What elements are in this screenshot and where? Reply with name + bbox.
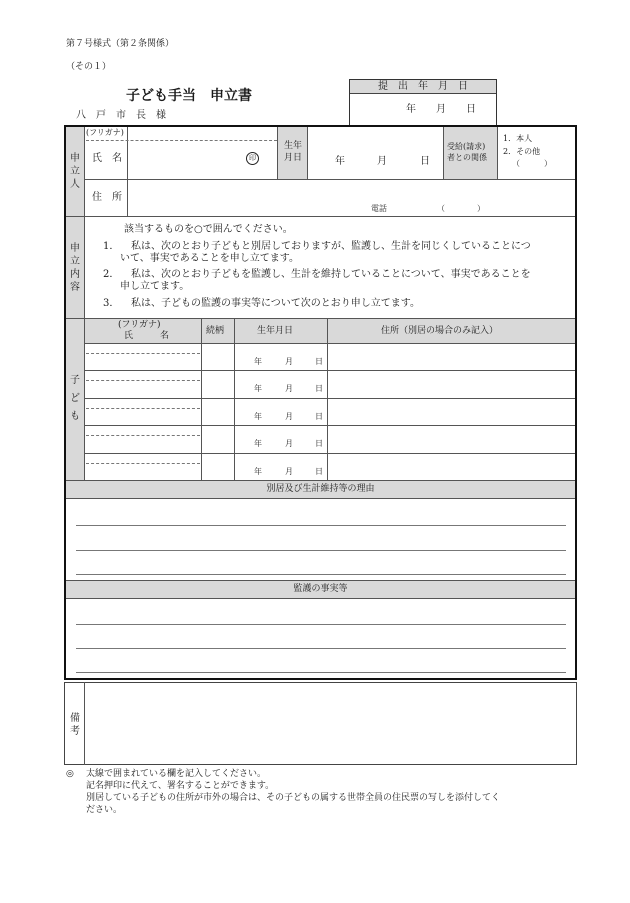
reason-line-2[interactable] [76, 550, 566, 551]
child-dob-day: 日 [315, 384, 323, 394]
dob-month: 月 [377, 156, 387, 167]
phone-label: 電話 [371, 204, 387, 213]
reason-line-1[interactable] [76, 525, 566, 526]
child-address-field[interactable] [328, 426, 574, 451]
child-dob-month: 月 [285, 357, 293, 366]
custody-line-3[interactable] [76, 672, 566, 673]
declaration-item-2-cont: 申し立てます。 [120, 281, 190, 292]
relation-label-1: 受給(請求) [447, 142, 486, 151]
child-name-field[interactable] [86, 426, 200, 451]
note-line-3: 別居している子どもの住所が市外の場合は、その子どもの属する世帯全員の住民票の写しを添付してく [86, 793, 501, 803]
child-dob-year: 年 [254, 439, 262, 449]
custody-line-1[interactable] [76, 624, 566, 625]
seal-mark: 印 [246, 152, 259, 165]
children-col-relation: 続柄 [206, 326, 225, 336]
declaration-section-label: 申立内容 [70, 243, 80, 293]
submission-date-box [349, 79, 497, 126]
child-name-field[interactable] [86, 454, 200, 479]
note-line-4: ださい。 [86, 805, 123, 815]
child-dob-day: 日 [315, 439, 323, 449]
child-name-field[interactable] [86, 371, 200, 396]
child-address-field[interactable] [328, 344, 574, 369]
applicant-section-label: 申立人 [70, 153, 80, 190]
children-col-furigana: (フリガナ) [118, 320, 161, 330]
remarks-label: 備考 [70, 713, 80, 737]
form-number: 第７号様式（第２条関係） [66, 39, 175, 49]
note-line-2: 記名押印に代えて、署名することができます。 [86, 781, 275, 791]
name-label: 氏 名 [92, 153, 122, 164]
dob-day: 日 [420, 156, 430, 167]
notes-mark: ◎ [66, 769, 74, 779]
declaration-item-1-num[interactable]: 1． [103, 241, 120, 252]
child-dob-year: 年 [254, 357, 262, 366]
dob-year: 年 [335, 156, 345, 167]
child-dob-month: 月 [285, 411, 293, 421]
child-relation-field[interactable] [202, 454, 233, 479]
remarks-field[interactable] [85, 683, 576, 764]
submission-date-field[interactable]: 年 月 日 [406, 104, 476, 115]
address-field[interactable] [128, 180, 574, 215]
child-address-field[interactable] [328, 371, 574, 396]
custody-line-2[interactable] [76, 648, 566, 649]
child-address-field[interactable] [328, 399, 574, 424]
child-name-field[interactable] [86, 344, 200, 369]
child-dob-year: 年 [254, 384, 262, 394]
phone-field[interactable]: （ ） [437, 204, 485, 213]
page-title: 子ども手当 申立書 [126, 88, 252, 104]
dob-field[interactable] [308, 128, 443, 178]
form-part: （その１） [66, 62, 112, 72]
child-dob-year: 年 [254, 411, 262, 421]
children-col-name: 氏 名 [124, 331, 170, 341]
child-dob-month: 月 [285, 466, 293, 476]
declaration-item-3-num[interactable]: 3． [103, 298, 120, 309]
declaration-item-3[interactable]: 私は、子どもの監護の事実等について次のとおり申し立てます。 [131, 298, 420, 309]
child-dob-day: 日 [315, 411, 323, 421]
note-line-1: 太線で囲まれている欄を記入してください。 [86, 769, 267, 779]
child-dob-day: 日 [315, 466, 323, 476]
declaration-item-1-cont: いて、事実であることを申し立てます。 [120, 253, 299, 264]
declaration-item-2[interactable]: 私は、次のとおり子どもを監護し、生計を維持していることについて、事実であることを [131, 269, 531, 280]
custody-section-header: 監護の事実等 [293, 584, 348, 594]
reason-line-3[interactable] [76, 574, 566, 575]
child-dob-year: 年 [254, 466, 262, 476]
submission-date-header: 提 出 年 月 日 [378, 81, 468, 92]
child-relation-field[interactable] [202, 371, 233, 396]
reason-section-header: 別居及び生計維持等の理由 [266, 484, 375, 494]
relation-option-other[interactable]: 2．その他 [503, 147, 541, 156]
declaration-item-2-num[interactable]: 2． [103, 269, 120, 280]
children-col-dob: 生年月日 [257, 326, 294, 336]
address-label: 住 所 [92, 192, 122, 203]
child-relation-field[interactable] [202, 344, 233, 369]
child-dob-month: 月 [285, 439, 293, 449]
child-dob-day: 日 [315, 357, 323, 366]
declaration-item-1[interactable]: 私は、次のとおり子どもと別居しておりますが、監護し、生計を同じくしていることにつ [131, 241, 531, 252]
child-relation-field[interactable] [202, 426, 233, 451]
relation-other-field[interactable]: （ ） [512, 159, 552, 168]
declaration-instruction: 該当するものを○で囲んでください。 [124, 224, 293, 235]
child-address-field[interactable] [328, 454, 574, 479]
child-name-field[interactable] [86, 399, 200, 424]
relation-option-self[interactable]: 1．本人 [503, 134, 533, 143]
relation-label-2: 者との関係 [447, 153, 487, 162]
child-dob-month: 月 [285, 384, 293, 394]
furigana-label: (フリガナ) [86, 128, 124, 137]
children-section-label: 子ども [70, 375, 80, 422]
children-col-address: 住所（別居の場合のみ記入） [381, 326, 499, 336]
child-relation-field[interactable] [202, 399, 233, 424]
dob-label: 生年月日 [283, 141, 302, 163]
addressee: 八 戸 市 長 様 [76, 110, 166, 121]
